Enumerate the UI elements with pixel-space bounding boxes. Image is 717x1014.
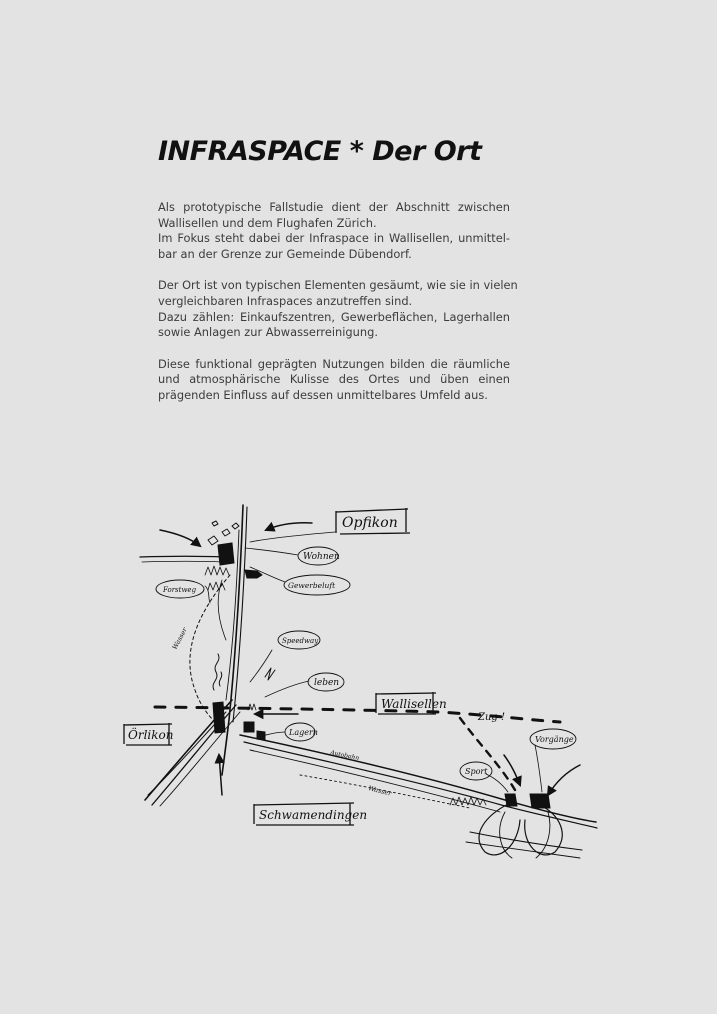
text-line: Als prototypische Fallstudie dient der Abschnitt zwischen	[158, 200, 510, 214]
site-sketch	[0, 490, 717, 880]
text-line: Der Ort ist von typischen Elementen gesäumt, wie sie in vielen	[158, 278, 518, 293]
paragraph-1	[158, 200, 510, 262]
bubble-vorgaenge: Vorgänge	[535, 735, 574, 744]
wallisellen-label: Wallisellen	[381, 697, 447, 711]
text-line: bar an der Grenze zur Gemeinde Dübendorf.	[158, 246, 412, 261]
wasser-label: Wasser	[367, 784, 393, 798]
opfikon-label: Opfikon	[342, 515, 398, 531]
diagonal-highway	[145, 700, 240, 806]
schwamendingen-label: Schwamendingen	[259, 808, 368, 822]
usage-bubbles	[156, 547, 576, 780]
bubble-speedway: Speedway	[282, 637, 319, 645]
text-line: Dazu zählen: Einkaufszentren, Gewerbeflächen, Lagerhallen	[158, 309, 510, 324]
bubble-sport: Sport	[465, 767, 488, 776]
paragraph-2	[158, 278, 518, 340]
paragraph-3	[158, 357, 510, 404]
text-line: Im Fokus steht dabei der Infraspace in Wallisellen, unmittel-	[158, 231, 510, 246]
bubble-lagern: Lagern	[289, 728, 318, 737]
bubble-gewerbe: Gewerbeluft	[288, 581, 336, 590]
text-line: sowie Anlagen zur Abwasserreinigung.	[158, 325, 378, 340]
autobahn-label: Autobahn	[329, 749, 360, 763]
text-line: Diese funktional geprägten Nutzungen bilden die räumliche	[158, 356, 510, 371]
bubble-forstweg: Forstweg	[163, 586, 197, 594]
bubble-leben: leben	[314, 678, 340, 688]
top-road	[140, 556, 225, 557]
text-line: und atmosphärische Kulisse des Ortes und üben einen	[158, 372, 510, 387]
wasser-river-label: Wasser	[170, 626, 189, 651]
zug-label: Zug !	[478, 712, 505, 723]
river-curve	[190, 575, 230, 722]
text-line: vergleichbaren Infraspaces anzutreffen sind.	[158, 293, 413, 308]
smoke-scribbles	[213, 654, 275, 690]
place-labels	[124, 508, 436, 825]
text-line: prägenden Einfluss auf dessen unmittelbares Umfeld aus.	[158, 387, 488, 402]
oerlikon-label: Örlikon	[128, 728, 174, 742]
building-scribbles	[208, 521, 239, 545]
body-text	[158, 200, 518, 420]
bubble-wohnen: Wohnen	[303, 552, 340, 562]
tree-scribbles	[205, 566, 486, 805]
page-title: INFRASPACE * Der Ort	[158, 136, 482, 167]
text-line: Wallisellen und dem Flughafen Zürich.	[158, 215, 377, 230]
